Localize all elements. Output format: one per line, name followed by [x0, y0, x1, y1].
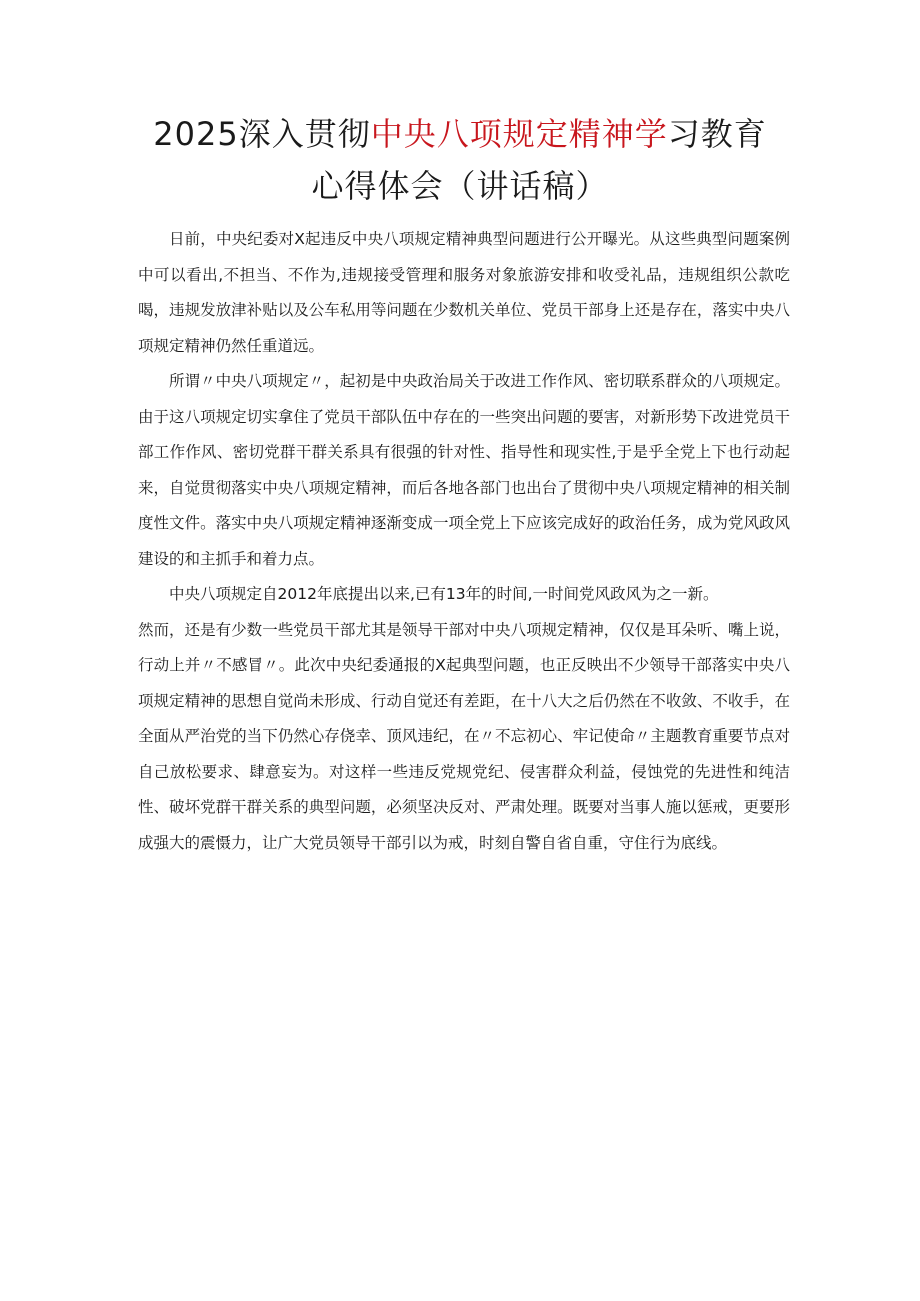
document-title	[100, 108, 820, 212]
title-prefix: 2025深入贯彻	[153, 115, 371, 153]
title-line-1	[100, 108, 820, 160]
title-highlight: 中央八项规定精神学	[370, 115, 668, 153]
paragraph-1: 日前，中央纪委对X起违反中央八项规定精神典型问题进行公开曝光。从这些典型问题案例中可以看出,不担当、不作为,违规接受管理和服务对象旅游安排和收受礼品，违规组织公款吃喝，违规发放津补贴以及公车私用等问题在少数机关单位、党员干部身上还是存在，落实中央八项规定精神仍然任重道远。	[138, 230, 790, 355]
paragraph-2: 所谓〃中央八项规定〃，起初是中央政治局关于改进工作作风、密切联系群众的八项规定。由于这八项规定切实拿住了党员干部队伍中存在的一些突出问题的要害，对新形势下改进党员干部工作作风、密切党群干群关系具有很强的针对性、指导性和现实性,于是乎全党上下也行动起来，自觉贯彻落实中央八项规定精神，而后各地各部门也出台了贯彻中央八项规定精神的相关制度性文件。落实中央八项规定精神逐渐变成一项全党上下应该完成好的政治任务，成为党风政风建设的和主抓手和着力点。	[138, 372, 790, 568]
title-suffix: 习教育	[667, 115, 767, 153]
document-body	[138, 222, 790, 861]
paragraph-4: 然而，还是有少数一些党员干部尤其是领导干部对中央八项规定精神，仅仅是耳朵听、嘴上说，行动上并〃不感冒〃。此次中央纪委通报的X起典型问题，也正反映出不少领导干部落实中央八项规定精神的思想自觉尚未形成、行动自觉还有差距，在十八大之后仍然在不收敛、不收手，在全面从严治党的当下仍然心存侥幸、顶风违纪，在〃不忘初心、牢记使命〃主题教育重要节点对自己放松要求、肆意妄为。对这样一些违反党规党纪、侵害群众利益，侵蚀党的先进性和纯洁性、破坏党群干群关系的典型问题，必须坚决反对、严肃处理。既要对当事人施以惩戒，更要形成强大的震慑力，让广大党员领导干部引以为戒，时刻自警自省自重，守住行为底线。	[138, 620, 790, 852]
paragraph-3: 中央八项规定自2012年底提出以来,已有13年的时间,一时间党风政风为之一新。	[169, 585, 719, 603]
title-line-2: 心得体会（讲话稿）	[311, 167, 609, 205]
